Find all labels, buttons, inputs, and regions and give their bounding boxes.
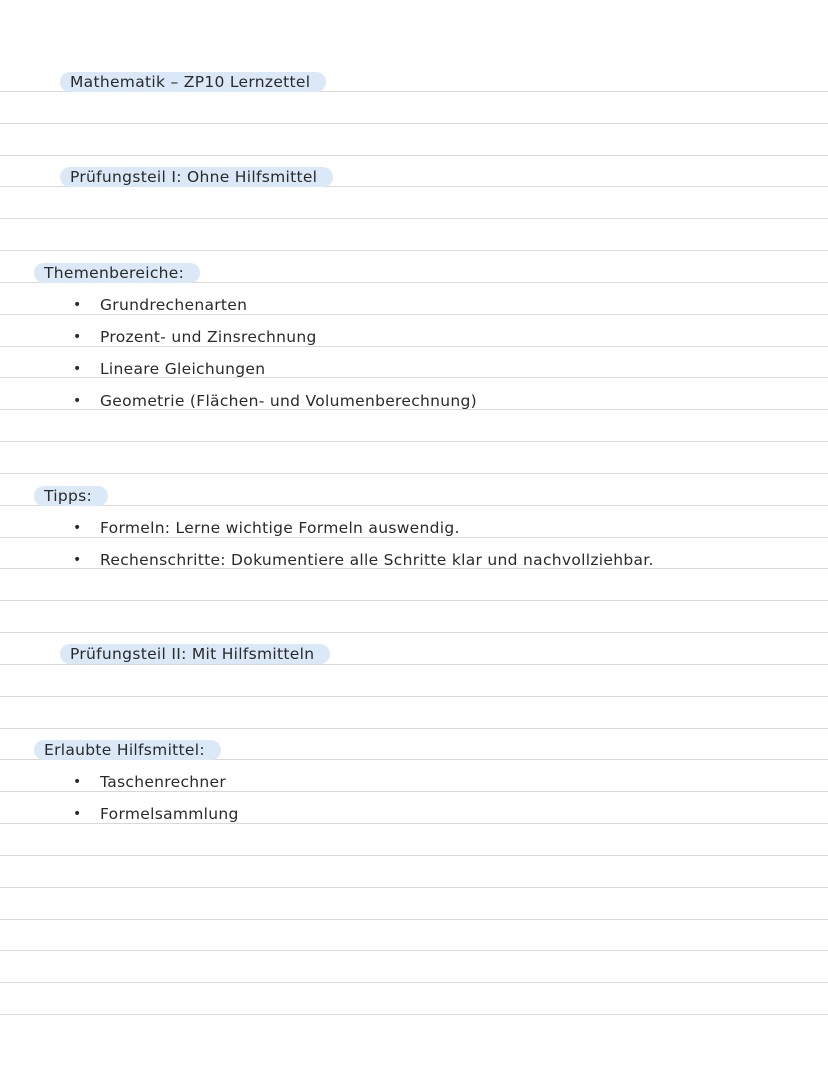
list-item bbox=[73, 516, 460, 540]
ruled-line bbox=[0, 919, 828, 920]
list-item bbox=[73, 548, 654, 572]
ruled-line bbox=[0, 1014, 828, 1015]
page-title bbox=[60, 70, 326, 94]
section-heading-part2 bbox=[60, 642, 330, 666]
list-item bbox=[73, 293, 248, 317]
list-item bbox=[73, 357, 266, 381]
list-item bbox=[73, 802, 239, 826]
ruled-line bbox=[0, 123, 828, 124]
topics-heading bbox=[34, 261, 200, 285]
ruled-line bbox=[0, 250, 828, 251]
ruled-line bbox=[0, 218, 828, 219]
bullet-icon: • bbox=[73, 393, 82, 409]
topics-heading-text: Themenbereiche: bbox=[34, 263, 200, 283]
ruled-line bbox=[0, 887, 828, 888]
ruled-line bbox=[0, 982, 828, 983]
ruled-line bbox=[0, 728, 828, 729]
part2-heading-text: Prüfungsteil II: Mit Hilfsmitteln bbox=[60, 644, 330, 664]
tips-heading bbox=[34, 484, 108, 508]
ruled-line bbox=[0, 155, 828, 156]
ruled-line bbox=[0, 855, 828, 856]
ruled-line bbox=[0, 505, 828, 506]
tips-heading-text: Tipps: bbox=[34, 486, 108, 506]
list-item-text: Rechenschritte: Dokumentiere alle Schritte klar und nachvollziehbar. bbox=[100, 551, 654, 569]
ruled-line bbox=[0, 441, 828, 442]
bullet-icon: • bbox=[73, 552, 82, 568]
aids-heading bbox=[34, 738, 221, 762]
bullet-icon: • bbox=[73, 806, 82, 822]
list-item-text: Formelsammlung bbox=[100, 805, 239, 823]
list-item-text: Lineare Gleichungen bbox=[100, 360, 266, 378]
ruled-line bbox=[0, 600, 828, 601]
list-item-text: Grundrechenarten bbox=[100, 296, 248, 314]
list-item-text: Prozent- und Zinsrechnung bbox=[100, 328, 317, 346]
list-item bbox=[73, 770, 227, 794]
list-item bbox=[73, 325, 317, 349]
list-item-text: Formeln: Lerne wichtige Formeln auswendig. bbox=[100, 519, 460, 537]
bullet-icon: • bbox=[73, 361, 82, 377]
title-text: Mathematik – ZP10 Lernzettel bbox=[60, 72, 326, 92]
list-item-text: Geometrie (Flächen- und Volumenberechnung) bbox=[100, 392, 478, 410]
ruled-line bbox=[0, 696, 828, 697]
list-item bbox=[73, 389, 478, 413]
ruled-line bbox=[0, 950, 828, 951]
section-heading-part1 bbox=[60, 165, 333, 189]
list-item-text: Taschenrechner bbox=[100, 773, 227, 791]
ruled-line bbox=[0, 632, 828, 633]
bullet-icon: • bbox=[73, 520, 82, 536]
part1-heading-text: Prüfungsteil I: Ohne Hilfsmittel bbox=[60, 167, 333, 187]
bullet-icon: • bbox=[73, 329, 82, 345]
bullet-icon: • bbox=[73, 297, 82, 313]
aids-heading-text: Erlaubte Hilfsmittel: bbox=[34, 740, 221, 760]
bullet-icon: • bbox=[73, 774, 82, 790]
ruled-line bbox=[0, 473, 828, 474]
